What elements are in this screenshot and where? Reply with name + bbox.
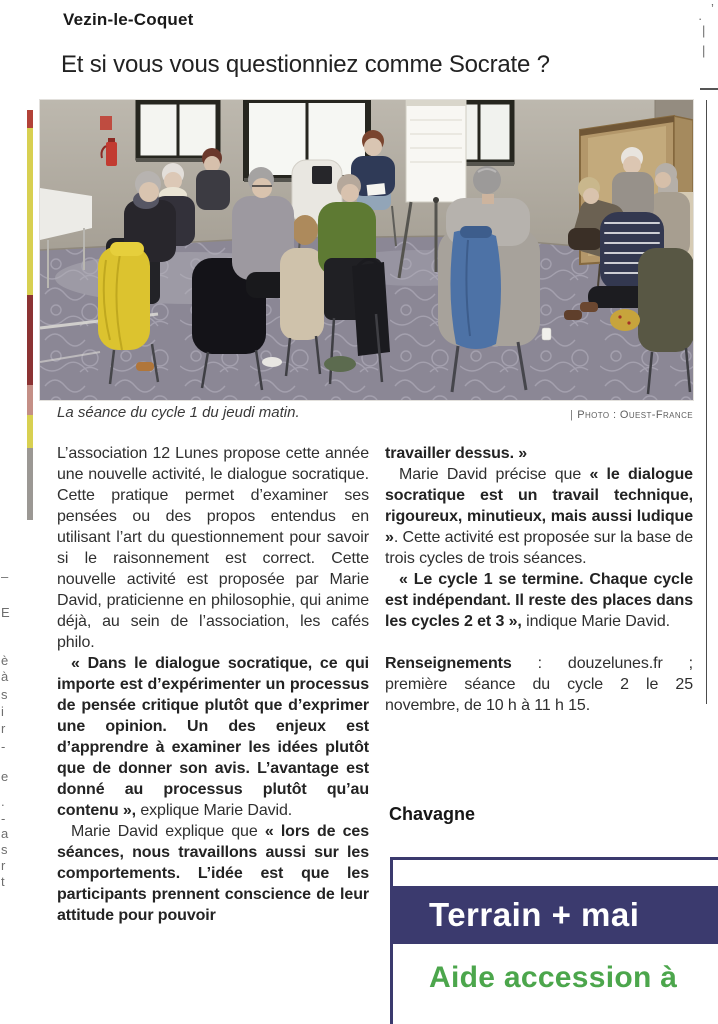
photo-credit — [570, 409, 693, 421]
margin-letter-fragment: · — [698, 11, 703, 26]
advert-box — [390, 857, 718, 1024]
margin-letter-fragment: ’ — [711, 1, 714, 16]
article-paragraph: Marie David explique que « lors de ces séances, nous travaillons aussi sur les comportements. L’idée est que les participants prennent conscience de leur attitude pour pouvoir — [57, 823, 369, 924]
paper-cup — [542, 328, 551, 340]
margin-letter-fragment: à — [1, 669, 9, 684]
article-paragraph: Marie David précise que « le dialogue socratique est un travail technique, rigoureux, minutieux, mais aussi ludique ». Cette activité est proposée sur la base de trois cycles de trois séances. — [385, 466, 693, 567]
article-paragraph: « Dans le dialogue socratique, ce qui importe est d’expérimenter un processus de pensée critique plutôt que d’exprimer une opinion. Un des enjeux est d’apprendre à examiner les idées plutôt que de donner son avis. L’avantage est donné au processus plutôt qu’au contenu », explique Marie David. — [57, 655, 369, 819]
margin-letter-fragment: | — [702, 43, 706, 58]
margin-letter-fragment: a — [1, 826, 9, 841]
photo-illustration — [40, 100, 693, 400]
margin-letter-fragment: s — [1, 687, 8, 702]
margin-letter-fragment: E — [1, 605, 10, 620]
margin-letter-fragment: . — [1, 794, 5, 809]
photo-caption: La séance du cycle 1 du jeudi matin. — [57, 404, 300, 421]
article-paragraph: Renseignements : douzelunes.fr ; première séance du cycle 2 le 25 novembre, de 10 h à 11 h 15. — [385, 655, 693, 714]
article-paragraph: L’association 12 Lunes propose cette année une nouvelle activité, le dialogue socratique. Cette pratique permet d’examiner ses pensées ou des propos entendus en utilisant l’art du questionnement pour savoir si le raisonnement est correct. Cette nouvelle activité est proposée par Marie David, praticienne en philosophie, qui anime déjà, au sein de l’association, les cafés philo. — [57, 445, 369, 651]
margin-letter-fragment: - — [1, 739, 6, 754]
column-rule-right — [706, 100, 707, 704]
margin-letter-fragment: r — [1, 858, 6, 873]
credit-text: Photo : Ouest-France — [577, 409, 693, 421]
margin-letter-fragment: e — [1, 769, 9, 784]
column-rule-tick — [700, 88, 718, 90]
advert-banner-text: Terrain + mai — [429, 896, 640, 933]
credit-separator: | — [569, 409, 574, 421]
adjacent-page-color-strip — [27, 110, 33, 520]
article-paragraph: « Le cycle 1 se termine. Chaque cycle est indépendant. Il reste des places dans les cycles 2 et 3 », indique Marie David. — [385, 571, 693, 630]
margin-letter-fragment: t — [1, 874, 5, 889]
margin-letter-fragment: i — [1, 704, 4, 719]
article-photo — [40, 100, 693, 400]
advert-top-strip — [393, 860, 718, 886]
margin-letter-fragment: r — [1, 721, 6, 736]
margin-letter-fragment: s — [1, 842, 8, 857]
next-section-kicker: Chavagne — [389, 804, 476, 824]
article-paragraph: travailler dessus. » — [385, 445, 528, 462]
article-column-right — [385, 443, 693, 716]
margin-letter-fragment: – — [1, 569, 9, 584]
margin-letter-fragment: - — [1, 811, 6, 826]
town-kicker: Vezin-le-Coquet — [63, 10, 194, 29]
advert-banner — [393, 886, 718, 944]
article-column-left — [57, 443, 369, 926]
article-headline: Et si vous vous questionniez comme Socrate ? — [61, 51, 550, 78]
margin-letter-fragment: | — [702, 23, 706, 38]
margin-letter-fragment: è — [1, 653, 9, 668]
photo-caption-row — [57, 404, 693, 428]
advert-subline-text: Aide accession à — [429, 961, 678, 994]
